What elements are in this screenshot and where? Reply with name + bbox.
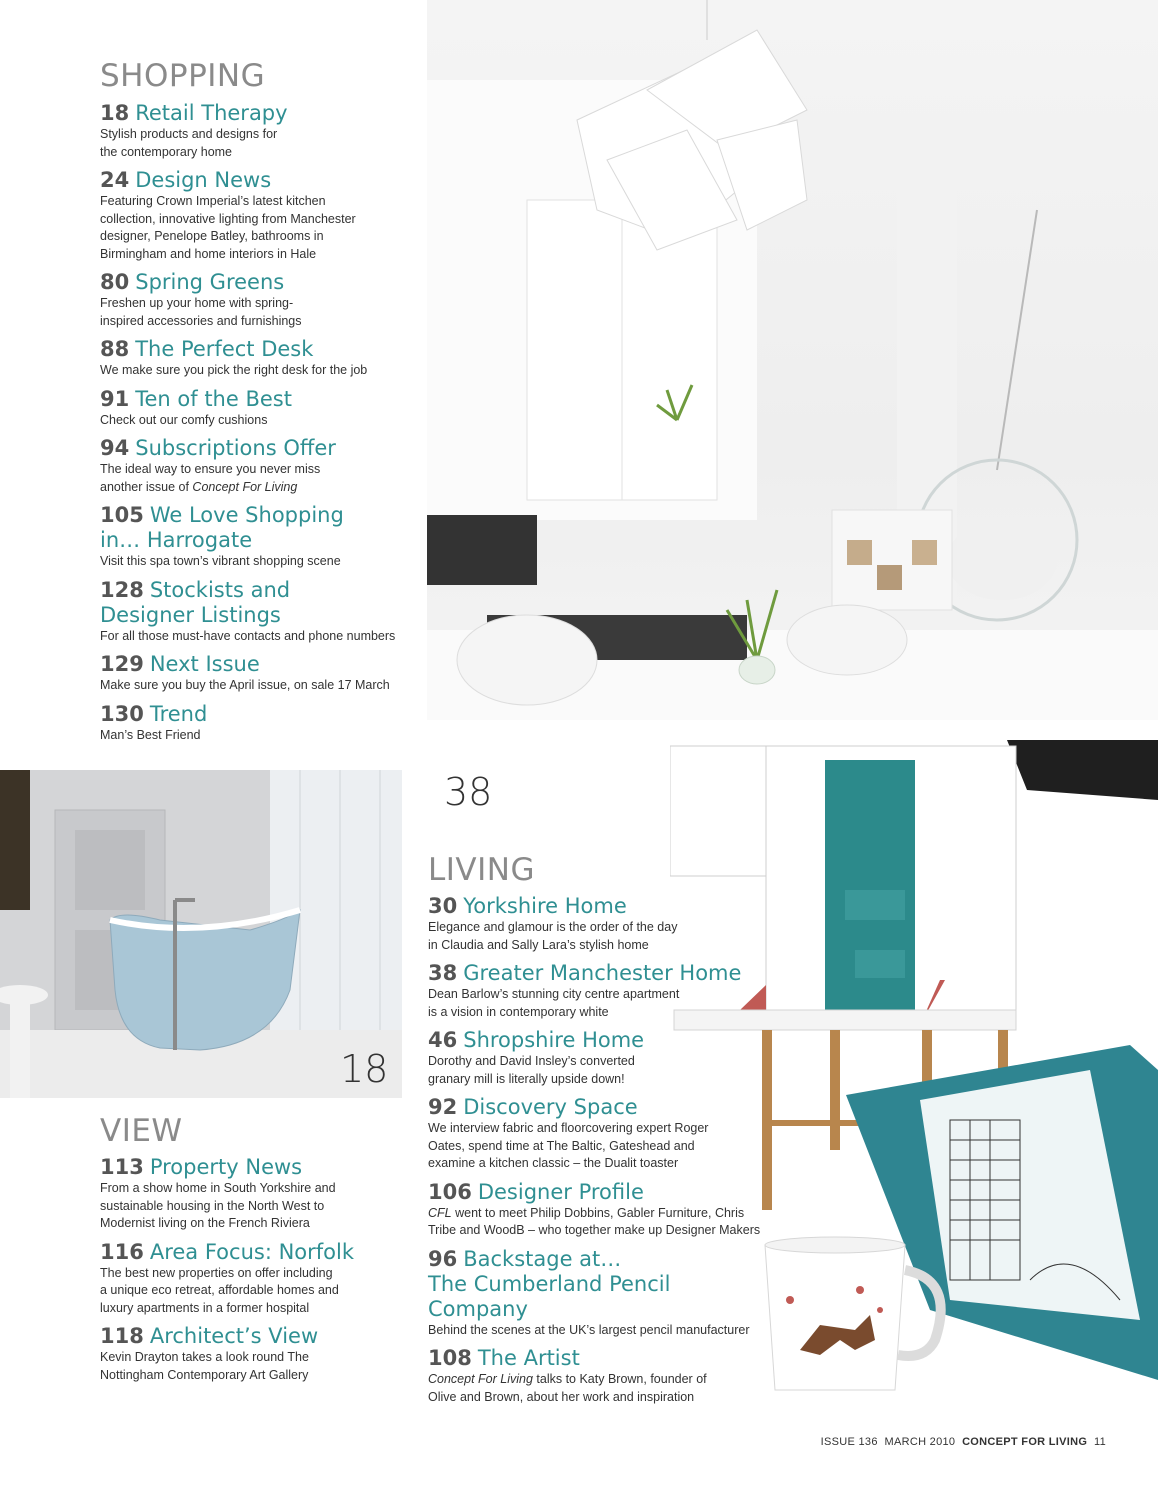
living-contents [428, 894, 768, 1413]
section-title-view: VIEW [100, 1113, 183, 1149]
entry-title: Design News [135, 168, 272, 192]
entry-title: Spring Greens [135, 270, 285, 294]
entry-desc-line: Tribe and WoodB – who together make up Designer Makers [428, 1223, 761, 1237]
entry-title: The Perfect Desk [135, 337, 314, 361]
entry-desc-line: another issue of [100, 479, 193, 494]
entry-desc-line: Featuring Crown Imperial’s latest kitchen [100, 194, 326, 208]
entry-desc-line: Stylish products and designs for [100, 127, 278, 141]
entry-desc-line: We make sure you pick the right desk for the job [100, 363, 368, 377]
entry-desc-line: From a show home in South Yorkshire and [100, 1181, 336, 1195]
entry-desc-line: a unique eco retreat, affordable homes and [100, 1283, 339, 1297]
entry-desc-line: Kevin Drayton takes a look round The [100, 1350, 309, 1364]
page-number: 24 [100, 168, 130, 192]
magazine-name: Concept For Living [192, 479, 298, 494]
issue-date: MARCH 2010 [884, 1436, 956, 1448]
page-number: 46 [428, 1028, 458, 1052]
entry-desc-line: Man’s Best Friend [100, 727, 201, 742]
contents-entry[interactable] [428, 1028, 768, 1088]
contents-entry[interactable] [100, 652, 420, 695]
entry-desc-line: The ideal way to ensure you never miss [100, 462, 321, 476]
entry-desc-line: Make sure you buy the April issue, on sale 17 March [100, 678, 390, 692]
contents-entry[interactable] [100, 578, 420, 646]
magazine-title: CONCEPT FOR LIVING [962, 1436, 1088, 1448]
entry-desc-line: Nottingham Contemporary Art Gallery [100, 1367, 309, 1382]
entry-title: Trend [149, 701, 208, 726]
entry-title: Property News [149, 1155, 303, 1179]
page-number: 118 [100, 1324, 144, 1348]
entry-title: Next Issue [149, 652, 260, 676]
entry-title: Backstage at… [463, 1246, 622, 1271]
section-title-living: LIVING [428, 852, 535, 888]
folio: 11 [1093, 1436, 1106, 1448]
contents-entry[interactable] [100, 168, 420, 263]
contents-entry[interactable] [100, 436, 420, 496]
contents-entry[interactable] [428, 1346, 768, 1406]
entry-title: Subscriptions Offer [135, 436, 336, 460]
entry-desc-line: collection, innovative lighting from Manchester [100, 211, 356, 226]
entry-title: Designer Profile [477, 1179, 644, 1204]
contents-entry[interactable] [100, 503, 420, 571]
page-footer [821, 1436, 1106, 1448]
page-number: 116 [100, 1239, 144, 1264]
entry-title: Retail Therapy [135, 101, 288, 125]
entry-desc-line: designer, Penelope Batley, bathrooms in [100, 229, 324, 243]
contents-entry[interactable] [428, 1180, 768, 1240]
entry-desc-line: sustainable housing in the North West to [100, 1198, 325, 1213]
contents-entry[interactable] [428, 961, 768, 1021]
entry-title-line2: Designer Listings [100, 602, 281, 627]
entry-desc-line: We interview fabric and floorcovering expert Roger [428, 1121, 709, 1135]
page-number: 94 [100, 436, 130, 460]
entry-desc-line: Visit this spa town’s vibrant shopping scene [100, 554, 341, 568]
entry-title-line2: in… Harrogate [100, 528, 253, 552]
entry-title: Shropshire Home [463, 1028, 645, 1052]
interior-page-number: 38 [444, 770, 493, 814]
entry-title: Discovery Space [463, 1095, 638, 1119]
entry-desc-line: The best new properties on offer including [100, 1265, 333, 1280]
page-number: 38 [428, 961, 458, 985]
entry-title: The Artist [477, 1346, 580, 1370]
entry-desc-line: examine a kitchen classic – the Dualit toaster [428, 1156, 679, 1170]
page-number: 88 [100, 337, 130, 361]
page-number: 130 [100, 701, 144, 726]
contents-entry[interactable] [100, 337, 420, 380]
entry-desc-line: inspired accessories and furnishings [100, 313, 302, 328]
interior-photo [427, 0, 1158, 828]
entry-title: Ten of the Best [135, 386, 292, 411]
contents-entry[interactable] [428, 894, 768, 954]
entry-desc-line: Oates, spend time at The Baltic, Gateshead and [428, 1138, 695, 1153]
magazine-name: Concept For Living [428, 1372, 533, 1386]
contents-entry[interactable] [100, 270, 420, 330]
contents-entry[interactable] [100, 1324, 420, 1384]
entry-desc-line: is a vision in contemporary white [428, 1004, 609, 1019]
page-number: 113 [100, 1155, 144, 1179]
entry-desc-line: Behind the scenes at the UK’s largest pencil manufacturer [428, 1322, 750, 1337]
page-number: 30 [428, 894, 458, 918]
page-number: 80 [100, 270, 130, 294]
entry-title: Stockists and [149, 577, 291, 602]
contents-entry[interactable] [100, 101, 420, 161]
contents-entry[interactable] [100, 702, 420, 745]
entry-title: Area Focus: Norfolk [149, 1239, 354, 1264]
entry-title: We Love Shopping [149, 503, 344, 527]
entry-desc-line: granary mill is literally upside down! [428, 1071, 625, 1086]
entry-desc-line: Dorothy and David Insley’s converted [428, 1054, 635, 1068]
page-number: 128 [100, 577, 144, 602]
entry-title: Architect’s View [149, 1324, 319, 1348]
entry-desc-line: Dean Barlow’s stunning city centre apartment [428, 987, 680, 1001]
entry-desc-line: For all those must-have contacts and phone numbers [100, 628, 396, 643]
contents-entry[interactable] [428, 1095, 768, 1173]
entry-title-line2: The Cumberland Pencil Company [428, 1271, 671, 1321]
page-number: 92 [428, 1095, 458, 1119]
entry-desc-line: Modernist living on the French Riviera [100, 1216, 310, 1230]
page-number: 108 [428, 1346, 472, 1370]
entry-desc-line: in Claudia and Sally Lara’s stylish home [428, 937, 649, 952]
page-number: 18 [100, 101, 130, 125]
page-number: 105 [100, 503, 144, 527]
contents-entry[interactable] [100, 387, 420, 430]
section-title-shopping: SHOPPING [100, 58, 266, 94]
page-number: 96 [428, 1246, 458, 1271]
page-number: 129 [100, 652, 144, 676]
view-contents [100, 1155, 420, 1391]
page-number: 106 [428, 1179, 472, 1204]
entry-title: Yorkshire Home [463, 894, 627, 918]
contents-entry[interactable] [100, 1155, 420, 1233]
magazine-abbrev: CFL [428, 1205, 452, 1220]
contents-entry[interactable] [100, 1240, 420, 1318]
entry-desc-line: luxury apartments in a former hospital [100, 1300, 310, 1315]
entry-title: Greater Manchester Home [463, 961, 742, 985]
issue-number: ISSUE 136 [820, 1436, 878, 1448]
entry-desc-line: Birmingham and home interiors in Hale [100, 246, 317, 261]
contents-entry[interactable] [428, 1247, 768, 1340]
shopping-contents [100, 101, 420, 751]
entry-desc-line: Elegance and glamour is the order of the day [428, 920, 678, 934]
entry-desc-line: the contemporary home [100, 144, 233, 159]
entry-desc-line: Check out our comfy cushions [100, 412, 268, 427]
interior-illustration [427, 0, 1158, 828]
entry-desc-line: talks to Katy Brown, founder of [532, 1372, 707, 1386]
entry-desc-line: Olive and Brown, about her work and inspiration [428, 1389, 695, 1404]
entry-desc-line: went to meet Philip Dobbins, Gabler Furniture, Chris [451, 1205, 745, 1220]
bathroom-page-number: 18 [340, 1047, 389, 1091]
page-number: 91 [100, 386, 130, 411]
entry-desc-line: Freshen up your home with spring- [100, 296, 294, 310]
